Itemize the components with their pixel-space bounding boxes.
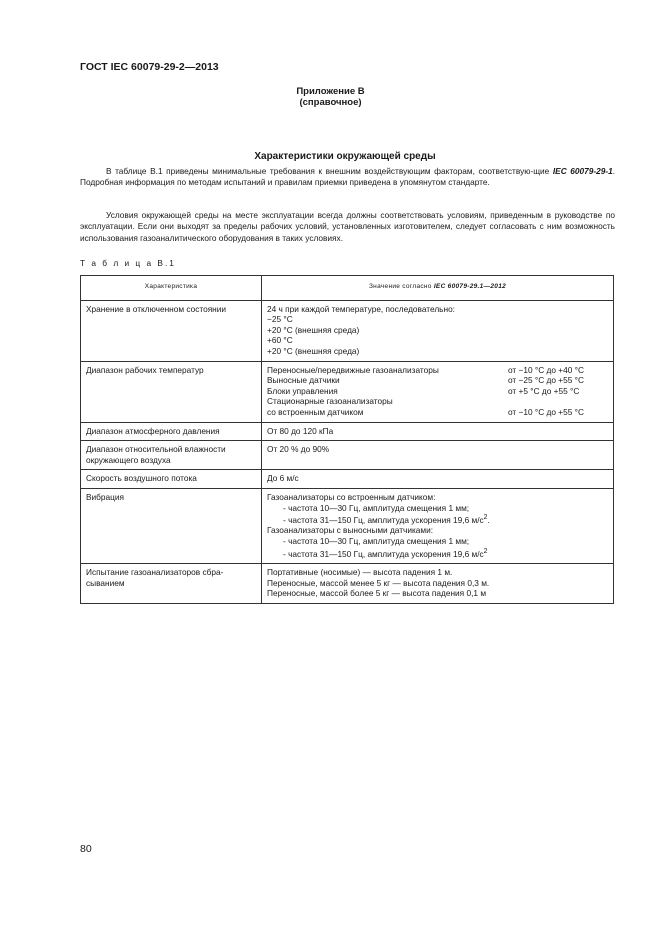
annex-title: Приложение В [296,86,365,97]
header-value [262,276,614,301]
intro-text-start: В таблице В.1 приведены минимальные требования к внешним воздействующим факторам, соответствую-щие [106,166,553,176]
annex-subtitle: (справочное) [299,97,362,108]
operating-value: от +5 °С до +55 °С [508,385,580,396]
intro-paragraph [80,166,615,189]
conditions-text: Условия окружающей среды на месте эксплуатации всегда должны соответствовать условиям, приведенным в руководстве по эксплуатации. Если они выходят за пределы рабочих условий, установленных изготовителем, следует согласовать с ним возможность использования газоаналитического оборудования в таких условиях. [80,210,615,243]
vibration-item: - частота 10—30 Гц, амплитуда смещения 1 мм; [283,536,470,547]
humidity-name: Диапазон относительной влажности окружающего воздуха [81,441,262,470]
operating-label: Выносные датчики [267,375,340,386]
vibration-item: - частота 10—30 Гц, амплитуда смещения 1 мм; [283,502,470,513]
section-title: Характеристики окружающей среды [254,151,436,162]
operating-label: Блоки управления [267,385,338,396]
table-row [81,441,614,470]
header-characteristic: Характеристика [81,276,262,301]
storage-line: +20 °С (внешняя среда) [267,324,360,335]
operating-value: от −25 °С до +55 °С [508,375,584,386]
document-header: ГОСТ IEC 60079-29-2—2013 [80,61,219,73]
drop-line: Портативные (носимые) — высота падения 1 м. [267,567,453,577]
vibration-values [262,488,614,563]
vibration-group-title: Газоанализаторы с выносными датчиками: [267,525,434,536]
drop-values [262,564,614,604]
vibration-item [267,513,608,525]
airflow-name: Скорость воздушного потока [81,470,262,489]
operating-label: Стационарные газоанализаторы [267,396,393,407]
table-row [81,470,614,489]
table-row [81,564,614,604]
pressure-name: Диапазон атмосферного давления [81,422,262,441]
header-value-ref: IEC 60079-29.1—2012 [433,283,507,290]
vibration-item-text: - частота 31—150 Гц, амплитуда ускорения 19,6 м/с [283,514,484,525]
operating-value: от −10 °С до +55 °С [508,406,584,417]
storage-line: +60 °С [267,335,293,346]
storage-line: −25 °С [267,314,293,325]
storage-name: Хранение в отключенном состоянии [81,300,262,361]
operating-label: со встроенным датчиком [267,406,364,417]
vibration-item-text: - частота 31—150 Гц, амплитуда ускорения 19,6 м/с [283,548,484,559]
drop-name: Испытание газоанализаторов сбра-сыванием [81,564,262,604]
vibration-name: Вибрация [81,488,262,563]
vibration-item-end: . [487,514,490,525]
airflow-value: До 6 м/с [262,470,614,489]
storage-line: +20 °С (внешняя среда) [267,345,360,356]
storage-values [262,300,614,361]
operating-values [262,361,614,422]
operating-value: от −10 °С до +40 °С [508,364,584,375]
table-label: Т а б л и ц а В.1 [80,258,176,268]
table-header-row [81,276,614,301]
operating-label: Переносные/передвижные газоанализаторы [267,364,439,375]
table-row [81,361,614,422]
page-number: 80 [80,843,92,855]
drop-line: Переносные, массой более 5 кг — высота падения 0,1 м [267,588,487,599]
header-value-prefix: Значение согласно [368,283,434,290]
drop-line: Переносные, массой менее 5 кг — высота падения 0,3 м. [267,577,490,588]
intro-text-end: . Подробная информация по методам испытаний и правилам приемки приведена в упомянутом стандарте. [80,166,616,188]
vibration-group-title: Газоанализаторы со встроенным датчиком: [267,491,436,502]
standard-reference: IEC 60079-29-1 [552,166,613,176]
table-row [81,422,614,441]
table-row [81,488,614,563]
environment-table [80,275,614,604]
storage-line: 24 ч при каждой температуре, последовательно: [267,303,455,314]
conditions-paragraph [80,210,615,244]
operating-name: Диапазон рабочих температур [81,361,262,422]
humidity-value: От 20 % до 90% [262,441,614,470]
superscript: 2 [483,547,488,555]
superscript: 2 [483,514,488,522]
vibration-item [267,547,608,559]
pressure-value: От 80 до 120 кПа [262,422,614,441]
table-row [81,300,614,361]
